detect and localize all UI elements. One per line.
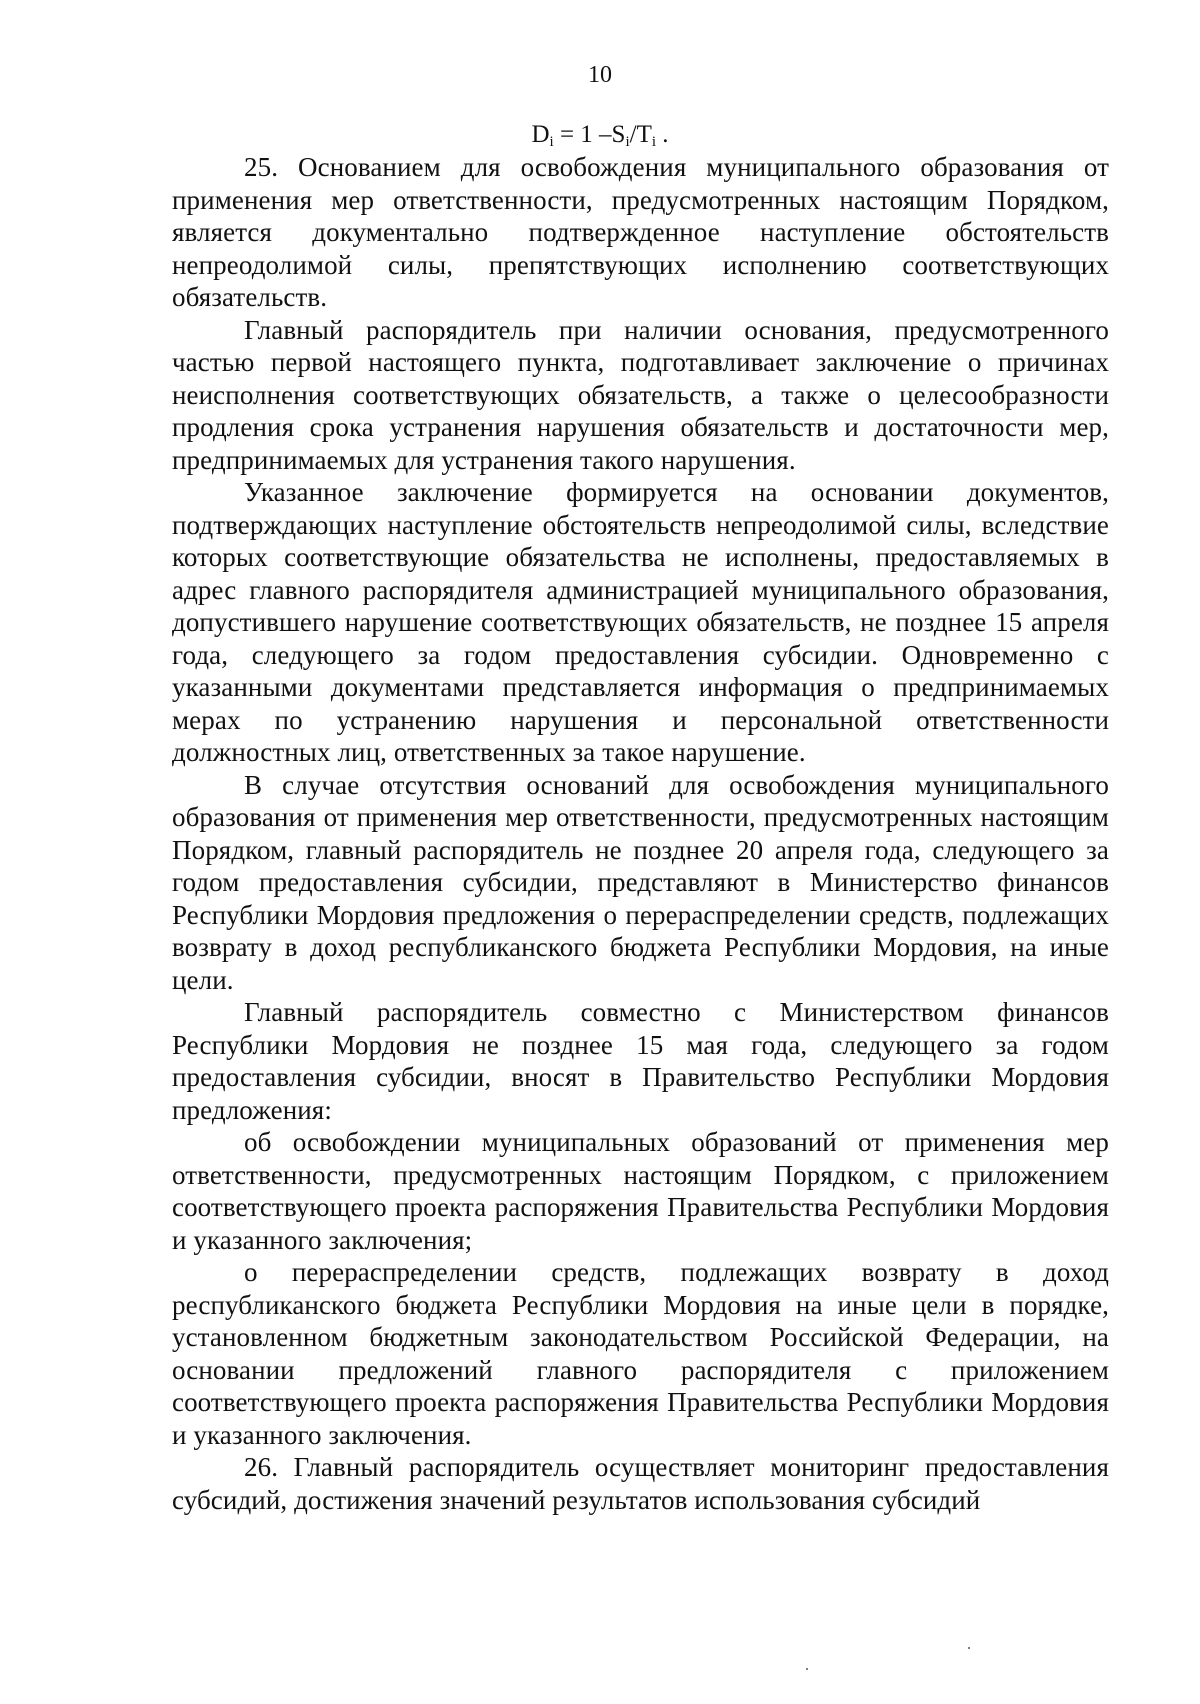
formula-middle: = 1 –S xyxy=(553,121,626,148)
paragraph-proposal-redistribution: о перераспределении средств, подлежащих возврату в доход республиканского бюджета Республики Мордовия на иные цели в порядке, установленном бюджетным законодательством Российской Федерации, на основании предложений главного распорядителя с приложением соответствующего проекта распоряжения Правительства Республики Мордовия и указанного заключения. xyxy=(172,1257,1109,1450)
formula-lhs-subscript: i xyxy=(549,134,554,150)
formula-end-subscript: i xyxy=(651,134,657,150)
formula-tail: . xyxy=(656,121,669,148)
formula-lhs: D xyxy=(531,121,550,148)
paragraph-no-grounds: В случае отсутствия оснований для освобождения муниципального образования от применения мер ответственности, предусмотренных настоящим Порядком, главный распорядитель не позднее 20 апреля года, следующего за годом предоставления субсидии, представляют в Министерство финансов Республики Мордовия предложения о перераспределении средств, подлежащих возврату в доход республиканского бюджета Республики Мордовия, на иные цели. xyxy=(172,769,1109,995)
paragraph-25: 25. Основанием для освобождения муниципального образования от применения мер ответственности, предусмотренных настоящим Порядком, является документально подтвержденное наступление обстоятельств непреодолимой силы, препятствующих исполнению соответствующих обязательств. xyxy=(172,152,1109,312)
formula xyxy=(0,120,1200,150)
paragraph-conclusion-basis: Указанное заключение формируется на основании документов, подтверждающих наступление обстоятельств непреодолимой силы, вследствие которых соответствующие обязательства не исполнены, предоставляемых в адрес главного распорядителя администрацией муниципального образования, допустившего нарушение соответствующих обязательств, не позднее 15 апреля года, следующего за годом предоставления субсидии. Одновременно с указанными документами представляется информация о предпринимаемых мерах по устранению нарушения и персональной ответственности должностных лиц, ответственных за такое нарушение. xyxy=(172,477,1109,767)
formula-mid-subscript: i xyxy=(625,134,630,150)
formula-slash: /T xyxy=(629,121,652,148)
document-body xyxy=(172,151,1109,1516)
paragraph-26: 26. Главный распорядитель осуществляет мониторинг предоставления субсидий, достижения значений результатов использования субсидий xyxy=(172,1452,1109,1515)
scan-speck xyxy=(968,1647,970,1649)
paragraph-proposals-intro: Главный распорядитель совместно с Министерством финансов Республики Мордовия не позднее 15 мая года, следующего за годом предоставления субсидии, вносят в Правительство Республики Мордовия предложения: xyxy=(172,997,1109,1125)
paragraph-conclusion-preparation: Главный распорядитель при наличии основания, предусмотренного частью первой настоящего пункта, подготавливает заключение о причинах неисполнения соответствующих обязательств, а также о целесообразности продления срока устранения нарушения обязательств и достаточности мер, предпринимаемых для устранения такого нарушения. xyxy=(172,314,1109,475)
page-number: 10 xyxy=(588,62,612,88)
paragraph-proposal-release: об освобождении муниципальных образований от применения мер ответственности, предусмотренных настоящим Порядком, с приложением соответствующего проекта распоряжения Правительства Республики Мордовия и указанного заключения; xyxy=(172,1127,1109,1255)
scan-speck xyxy=(806,1668,808,1670)
